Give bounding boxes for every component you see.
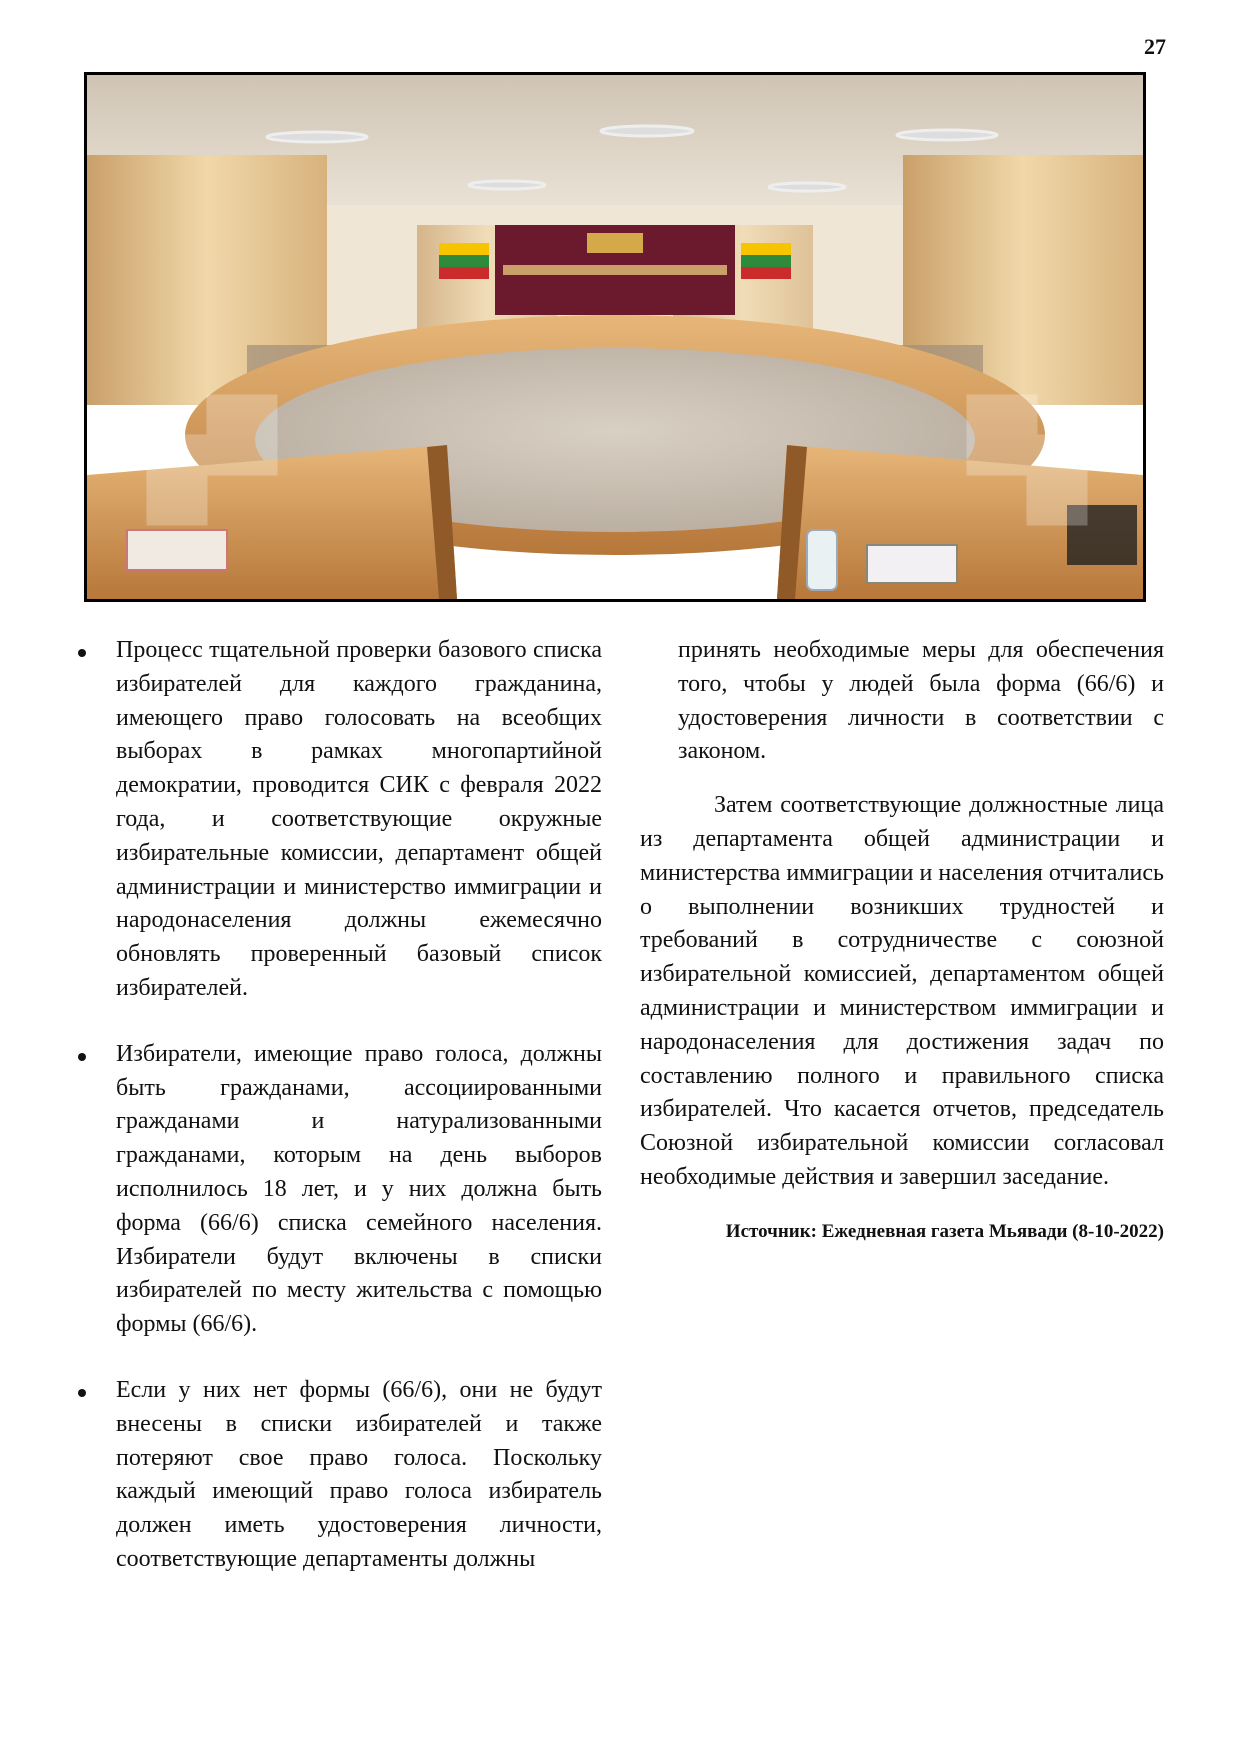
bullet-icon bbox=[78, 1389, 86, 1397]
body-paragraph: Затем соответствующие должностные лица из департамента общей администрации и министерства иммиграции и населения отчитались о выполнении возникших трудностей и требований в сотрудничестве с союзной избирательной комиссией, департаментом общей администрации и министерством иммиграции и народонаселения для достижения задач по составлению полного и правильного списка избирателей. Что касается отчетов, председатель Союзной избирательной комиссии согласовал необходимые действия и завершил заседание. bbox=[640, 792, 1164, 1190]
flags-right bbox=[741, 243, 791, 279]
bullet-icon bbox=[78, 649, 86, 657]
list-item: Если у них нет формы (66/6), они не будут внесены в списки избирателей и также потеряют свое право голоса. Поскольку каждый имеющий право голоса избиратель должен иметь удостоверения личности, соответствующие департаменты должны bbox=[70, 1374, 602, 1577]
flags-left bbox=[439, 243, 489, 279]
left-column bbox=[70, 634, 602, 1609]
page-number: 27 bbox=[1144, 34, 1166, 59]
right-column bbox=[640, 634, 1164, 1249]
source-citation: Источник: Ежедневная газета Мьявади (8-10-2022) bbox=[725, 1220, 1164, 1242]
list-item: Процесс тщательной проверки базового списка избирателей для каждого гражданина, имеющего право голосовать на всеобщих выборах в рамках многопартийной демократии, проводится СИК с февраля 2022 года, и соответствующие окружные избирательные комиссии, департамент общей администрации и министерство иммиграции и народонаселения должны ежемесячно обновлять проверенный базовый список избирателей. bbox=[70, 634, 602, 1006]
continued-paragraph: принять необходимые меры для обеспечения того, чтобы у людей была форма (66/6) и удостоверения личности в соответствии с законом. bbox=[678, 637, 1164, 765]
bullet-icon bbox=[78, 1053, 86, 1061]
list-item: Избиратели, имеющие право голоса, должны быть гражданами, ассоциированными гражданами и натурализованными гражданами, которым на день выборов исполнилось 18 лет, и у них должна быть форма (66/6) списка семейного населения. Избиратели будут включены в списки избирателей по месту жительства с помощью формы (66/6). bbox=[70, 1038, 602, 1342]
meeting-room-photo bbox=[84, 72, 1146, 602]
